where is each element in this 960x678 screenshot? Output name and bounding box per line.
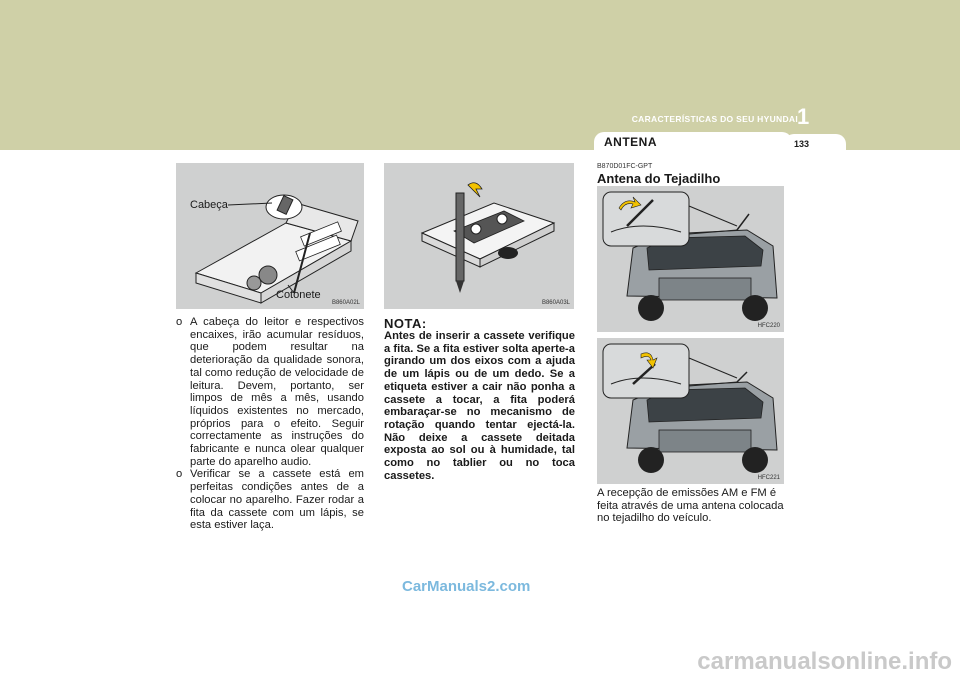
section-tab bbox=[594, 132, 792, 150]
figure-roof-antenna-1 bbox=[597, 186, 784, 332]
figure-code: HFC221 bbox=[757, 475, 780, 481]
figure-code: B860A02L bbox=[331, 300, 360, 306]
list-item-text: A cabeça do leitor e respectivos encaixes, irão acumular resíduos, que podem resultar na deterioração da qualidade sonora, tal como redução de velocidade de leitura. Devem, portanto, ser limpos de mês a mês, usando líquidos existentes no mercado, próprios para o efeito. Seguir correctamente as instruções do fabricante e nunca olear qualquer parte do aparelho audio. bbox=[190, 316, 364, 468]
list-item-text: Verificar se a cassete está em perfeitas condições antes de a colocar no aparelho. Fazer rodar a fita da cassete com um lápis, se esta estiver laça. bbox=[190, 468, 364, 532]
figure-roof-antenna-2 bbox=[597, 338, 784, 484]
chapter-number: 1 bbox=[797, 104, 810, 129]
section-heading: Antena do Tejadilho bbox=[597, 171, 721, 186]
watermark-carmanualsonline[interactable]: carmanualsonline.info bbox=[697, 648, 952, 675]
car-antenna-illustration bbox=[597, 186, 784, 332]
list-item bbox=[176, 468, 364, 532]
figure-code: B860A03L bbox=[541, 300, 570, 306]
header-band bbox=[0, 0, 960, 150]
cassette-player-illustration bbox=[176, 163, 364, 309]
page-number: 133 bbox=[794, 139, 810, 149]
figure-cassette-player bbox=[176, 163, 364, 309]
watermark-carmanuals2[interactable]: CarManuals2.com bbox=[402, 578, 531, 595]
section-code: B870D01FC-GPT bbox=[597, 163, 653, 170]
bullet-symbol: o bbox=[176, 468, 183, 481]
figure-cassette-pencil bbox=[384, 163, 574, 309]
figure-code: HFC220 bbox=[757, 323, 780, 329]
note-title: NOTA: bbox=[384, 316, 427, 331]
note-text: Antes de inserir a cassete verifique a fita. Se a fita estiver solta aperte-a girando um dos eixos com a ajuda de um lápis ou de um dedo. Se a etiqueta estiver a cair não ponha a cassete a tocar, a fita poderá embaraçar-se no mecanismo de rotação quando tentar ejectá-la. Não deixe a cassete deitada exposta ao sol ou à humidade, tal como no tablier ou no toca cassetes. bbox=[384, 330, 575, 482]
bullet-list bbox=[176, 316, 364, 532]
label-swab: Cotonete bbox=[276, 289, 321, 301]
antenna-description: A recepção de emissões AM e FM é feita através de uma antena colocada no tejadilho do veículo. bbox=[597, 487, 784, 525]
left-column-text bbox=[176, 316, 364, 532]
page-number-tab bbox=[784, 134, 846, 154]
bullet-symbol: o bbox=[176, 316, 183, 328]
cassette-pencil-illustration bbox=[384, 163, 574, 309]
section-title: ANTENA bbox=[604, 135, 657, 149]
car-antenna-illustration bbox=[597, 338, 784, 484]
chapter-title: CARACTERÍSTICAS DO SEU HYUNDAI bbox=[631, 114, 798, 124]
list-item bbox=[176, 316, 364, 468]
label-head: Cabeça bbox=[190, 199, 228, 211]
